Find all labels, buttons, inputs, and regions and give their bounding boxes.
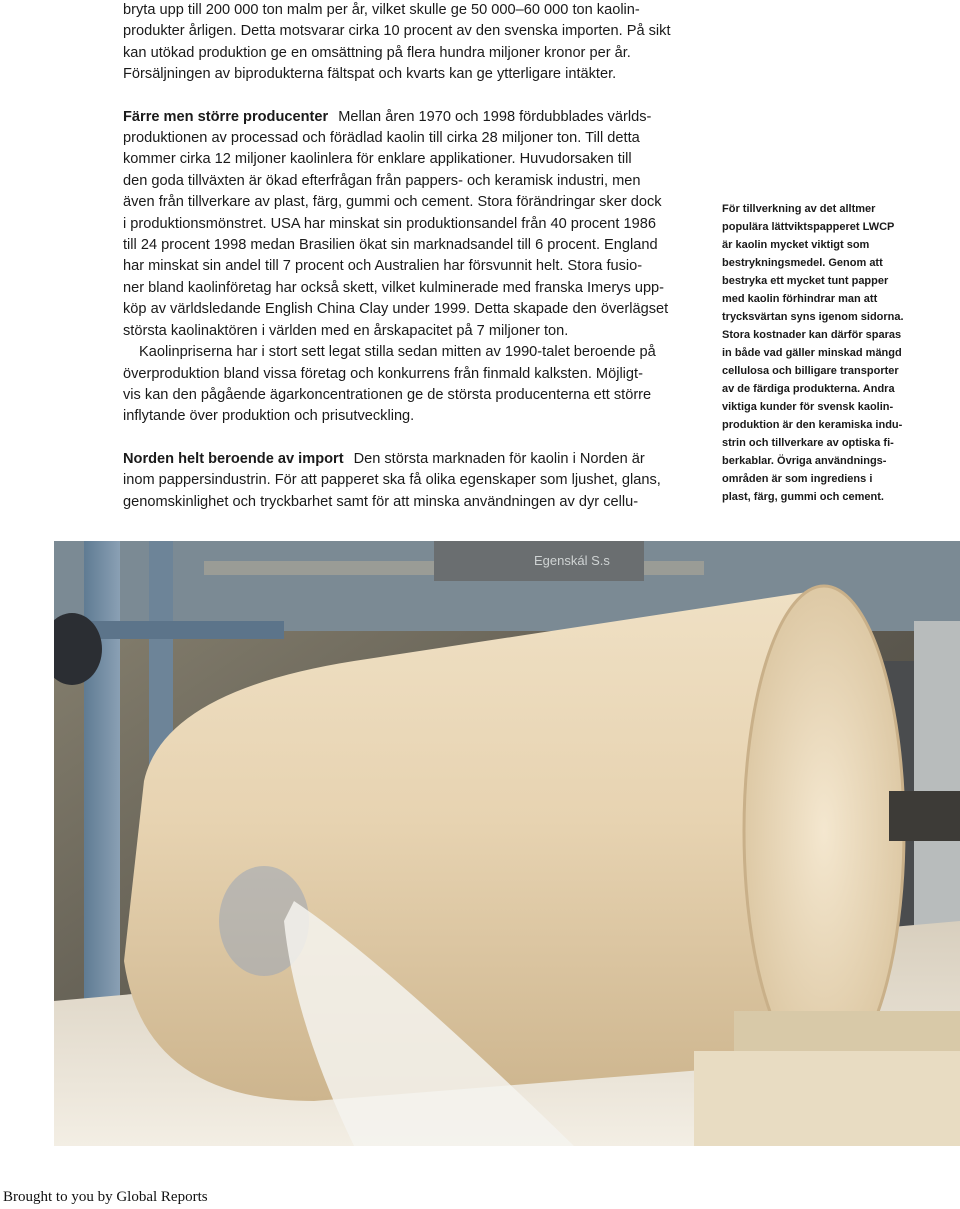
sidebar-line: viktiga kunder för svensk kaolin- [722,401,894,413]
text-line: köp av världsledande English China Clay under 1999. Detta skapade den överlägset [123,301,669,318]
sidebar-line: Stora kostnader kan därför sparas [722,329,902,341]
sidebar-line: trycksvärtan syns igenom sidorna. [722,311,904,323]
text-line: ner bland kaolinföretag har också skett, vilket kulminerade med franska Imerys upp- [123,279,665,296]
paragraph-prices [123,342,683,428]
sidebar-line: populära lättviktspapperet LWCP [722,221,895,233]
text-line: till 24 procent 1998 medan Brasilien ökat sin marknadsandel till 6 procent. England [123,237,658,254]
text-line: genomskinlighet och tryckbarhet samt för att minska användningen av dyr cellu- [123,493,639,510]
text-line: Försäljningen av biprodukterna fältspat och kvarts kan ge ytterligare intäkter. [123,66,617,83]
text-line: inflytande över produktion och prisutveckling. [123,408,415,425]
sidebar-line: berkablar. Övriga användnings- [722,455,887,467]
sidebar-line: med kaolin förhindrar man att [722,293,878,305]
section-heading-producers: Färre men större producenter [123,108,329,125]
sidebar-line: strin och tillverkare av optiska fi- [722,437,894,449]
section-producers [123,107,683,342]
sidebar-line: För tillverkning av det alltmer [722,203,876,215]
section-import [123,449,683,513]
text-line: överproduktion bland vissa företag och konkurrens från finmald kalksten. Möjligt- [123,365,643,382]
text-line: i produktionsmönstret. USA har minskat sin produktionsandel från 40 procent 1986 [123,215,656,232]
section-heading-import: Norden helt beroende av import [123,450,344,467]
sidebar-line: cellulosa och billigare transporter [722,365,899,377]
text-line: Mellan åren 1970 och 1998 fördubblades världs- [338,108,652,125]
sidebar-line: in både vad gäller minskad mängd [722,347,902,359]
paper-roll-photo [54,541,960,1146]
text-line: produkter årligen. Detta motsvarar cirka 10 procent av den svenska importen. På sikt [123,23,671,40]
sidebar-line: bestrykningsmedel. Genom att [722,257,883,269]
sidebar-line: av de färdiga produkterna. Andra [722,383,895,395]
text-line: även från tillverkare av plast, färg, gummi och cement. Stora förändringar sker dock [123,194,662,211]
main-text-column [123,0,683,513]
footer-credit: Brought to you by Global Reports [3,1189,208,1205]
sidebar-line: plast, färg, gummi och cement. [722,491,884,503]
text-line: största kaolinaktören i världen med en årskapacitet på 7 miljoner ton. [123,322,569,339]
text-line: Den största marknaden för kaolin i Norden är [353,450,645,467]
text-line: har minskat sin andel till 7 procent och Australien har försvunnit helt. Stora fusio- [123,258,643,275]
photo-sign-text: Egenskál S.s [534,553,610,568]
sidebar-caption [722,200,922,506]
text-line: den goda tillväxten är ökad efterfrågan från pappers- och keramisk industri, men [123,172,641,189]
text-line: bryta upp till 200 000 ton malm per år, vilket skulle ge 50 000–60 000 ton kaolin- [123,2,640,18]
text-line: kommer cirka 12 miljoner kaolinlera för enklare applikationer. Huvudorsaken till [123,151,632,168]
text-line: inom pappersindustrin. För att papperet ska få olika egenskaper som ljushet, glans, [123,472,661,489]
text-line: produktionen av processad och förädlad kaolin till cirka 28 miljoner ton. Till detta [123,130,640,147]
sidebar-line: områden är som ingrediens i [722,473,873,485]
sidebar-line: bestryka ett mycket tunt papper [722,275,889,287]
sidebar-line: produktion är den keramiska indu- [722,419,903,431]
text-line: kan utökad produktion ge en omsättning på flera hundra miljoner kronor per år. [123,44,631,61]
text-line: vis kan den pågående ägarkoncentrationen ge de största producenterna ett större [123,386,652,403]
intro-paragraph [123,0,683,86]
sidebar-line: är kaolin mycket viktigt som [722,239,870,251]
text-line: Kaolinpriserna har i stort sett legat stilla sedan mitten av 1990-talet beroende på [139,344,656,361]
